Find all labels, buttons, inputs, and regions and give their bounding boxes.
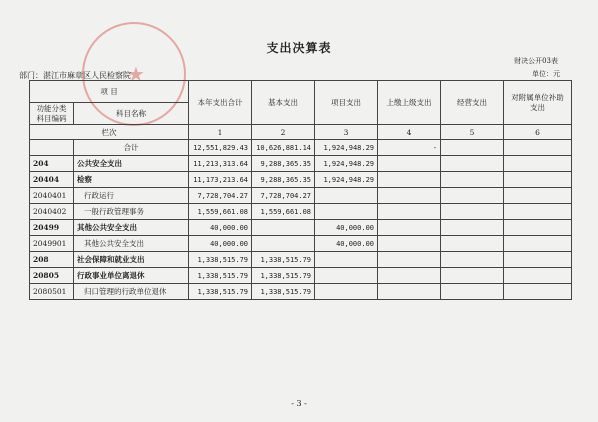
row-upper: [378, 156, 441, 172]
row-subsidiary: [504, 188, 572, 204]
row-basic: 9,288,365.35: [252, 172, 315, 188]
row-business: [441, 284, 504, 300]
row-project: 1,924,948.29: [315, 172, 378, 188]
index-row: [30, 125, 572, 140]
row-code: 2049901: [30, 236, 74, 252]
row-upper: [378, 172, 441, 188]
row-project: [315, 204, 378, 220]
row-total: 11,213,313.64: [189, 156, 252, 172]
row-name: 行政运行: [74, 188, 189, 204]
row-subsidiary: [504, 236, 572, 252]
index-col: 1: [189, 125, 252, 140]
row-project: [315, 268, 378, 284]
row-basic: 7,728,704.27: [252, 188, 315, 204]
row-business: [441, 268, 504, 284]
index-col: 6: [504, 125, 572, 140]
header-name: 科目名称: [74, 103, 189, 125]
row-project: [315, 284, 378, 300]
row-total: 1,338,515.79: [189, 284, 252, 300]
header-code: 功能分类 科目编码: [30, 103, 74, 125]
row-basic: 9,288,365.35: [252, 156, 315, 172]
row-project: 40,000.00: [315, 220, 378, 236]
row-subsidiary: [504, 140, 572, 156]
row-basic: 10,626,881.14: [252, 140, 315, 156]
row-code: 2040401: [30, 188, 74, 204]
index-col: 2: [252, 125, 315, 140]
row-total: 11,173,213.64: [189, 172, 252, 188]
department-label: 部门：湛江市麻章区人民检察院: [19, 71, 131, 80]
row-subsidiary: [504, 220, 572, 236]
table-row: [30, 140, 572, 156]
table-row: [30, 220, 572, 236]
row-basic: [252, 220, 315, 236]
row-name: 合计: [74, 140, 189, 156]
row-business: [441, 220, 504, 236]
row-upper: [378, 252, 441, 268]
table-row: [30, 268, 572, 284]
row-code: 20499: [30, 220, 74, 236]
table-row: [30, 252, 572, 268]
row-name: 公共安全支出: [74, 156, 189, 172]
row-basic: 1,338,515.79: [252, 268, 315, 284]
row-project: 40,000.00: [315, 236, 378, 252]
header-upper: 上缴上级支出: [378, 81, 441, 125]
row-upper: [378, 204, 441, 220]
row-subsidiary: [504, 172, 572, 188]
row-total: 7,728,704.27: [189, 188, 252, 204]
row-total: 1,338,515.79: [189, 252, 252, 268]
index-label: 栏次: [30, 125, 189, 140]
row-business: [441, 156, 504, 172]
form-code: 财决公开03表: [514, 57, 558, 65]
row-upper: [378, 188, 441, 204]
header-basic: 基本支出: [252, 81, 315, 125]
row-upper: -: [378, 140, 441, 156]
header-subsidiary: 对附属单位补助 支出: [504, 81, 572, 125]
table-row: [30, 172, 572, 188]
row-subsidiary: [504, 252, 572, 268]
expenditure-table: [29, 80, 572, 300]
row-project: 1,924,948.29: [315, 156, 378, 172]
row-total: 1,338,515.79: [189, 268, 252, 284]
index-col: 4: [378, 125, 441, 140]
row-code: 2040402: [30, 204, 74, 220]
row-basic: 1,559,661.08: [252, 204, 315, 220]
row-subsidiary: [504, 204, 572, 220]
index-col: 3: [315, 125, 378, 140]
row-total: 12,551,829.43: [189, 140, 252, 156]
row-business: [441, 188, 504, 204]
row-basic: 1,338,515.79: [252, 252, 315, 268]
row-name: 社会保障和就业支出: [74, 252, 189, 268]
row-business: [441, 140, 504, 156]
table-row: [30, 236, 572, 252]
row-name: 归口管理的行政单位退休: [74, 284, 189, 300]
row-basic: [252, 236, 315, 252]
row-subsidiary: [504, 156, 572, 172]
index-col: 5: [441, 125, 504, 140]
row-business: [441, 236, 504, 252]
row-total: 40,000.00: [189, 236, 252, 252]
row-upper: [378, 236, 441, 252]
row-business: [441, 252, 504, 268]
row-code: 2080501: [30, 284, 74, 300]
unit-label: 单位：元: [532, 70, 560, 78]
header-total: 本年支出合计: [189, 81, 252, 125]
row-business: [441, 204, 504, 220]
row-name: 检察: [74, 172, 189, 188]
row-code: 208: [30, 252, 74, 268]
row-upper: [378, 284, 441, 300]
row-code: [30, 140, 74, 156]
table-row: [30, 188, 572, 204]
header-project: 项目支出: [315, 81, 378, 125]
row-name: 其他公共安全支出: [74, 236, 189, 252]
row-subsidiary: [504, 284, 572, 300]
header-business: 经营支出: [441, 81, 504, 125]
row-business: [441, 172, 504, 188]
row-code: 20404: [30, 172, 74, 188]
row-project: 1,924,948.29: [315, 140, 378, 156]
row-code: 204: [30, 156, 74, 172]
row-project: [315, 188, 378, 204]
table-row: [30, 204, 572, 220]
row-name: 行政事业单位离退休: [74, 268, 189, 284]
row-subsidiary: [504, 268, 572, 284]
row-project: [315, 252, 378, 268]
page-title: 支出决算表: [266, 41, 332, 55]
header-item-group: 项 目: [30, 81, 189, 103]
row-name: 其他公共安全支出: [74, 220, 189, 236]
row-upper: [378, 220, 441, 236]
table-row: [30, 284, 572, 300]
row-total: 1,559,661.08: [189, 204, 252, 220]
page-number: - 3 -: [291, 399, 307, 408]
row-code: 20805: [30, 268, 74, 284]
row-name: 一般行政管理事务: [74, 204, 189, 220]
row-total: 40,000.00: [189, 220, 252, 236]
row-basic: 1,338,515.79: [252, 284, 315, 300]
row-upper: [378, 268, 441, 284]
table-row: [30, 156, 572, 172]
seal-star-icon: ★: [127, 62, 145, 86]
